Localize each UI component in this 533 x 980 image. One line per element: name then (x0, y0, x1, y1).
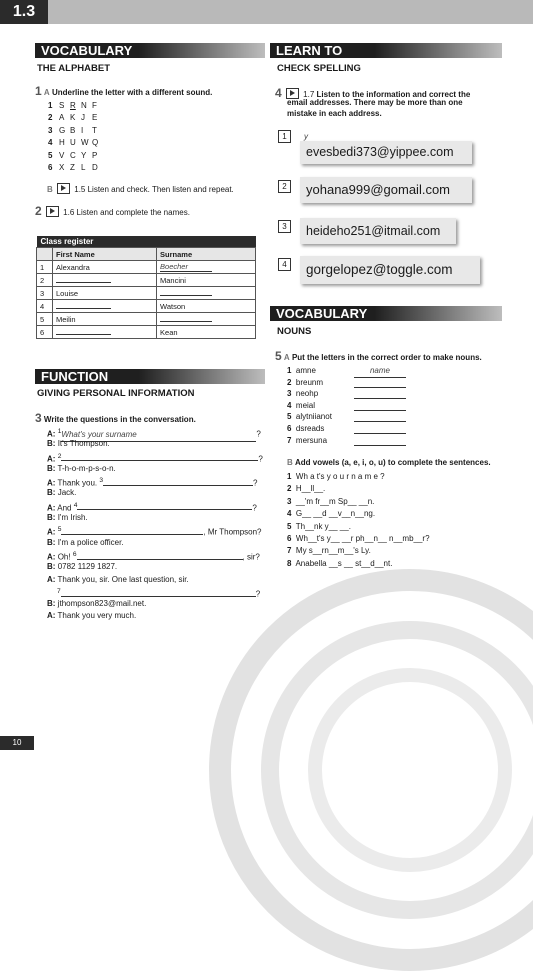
conversation-line: A: Oh! $^6$ , sir? (47, 550, 260, 562)
table-row: 1 Alexandra Boecher (37, 261, 256, 274)
list-item: 7 My s__rn__m__'s Ly. (287, 546, 371, 556)
conversation-line: A: Thank you very much. (47, 611, 137, 621)
list-item: 3 __'m fr__m Sp__ __n. (287, 496, 375, 506)
noun-blank[interactable] (354, 377, 406, 388)
exercise-4-instruction: mistake in each address. (287, 109, 382, 118)
answer-blank[interactable] (77, 509, 252, 510)
answer-blank[interactable] (61, 534, 203, 535)
exercise-1a: 1 A Underline the letter with a different sound. (35, 84, 213, 98)
list-item: 2 H__ll__. (287, 484, 326, 494)
item-number-box: 1 (278, 130, 291, 143)
conversation-line: $^7$ ? (57, 587, 261, 599)
conversation-line: B: 0782 1129 1827. (47, 562, 118, 572)
conversation-line: A: $^2$ ? (47, 452, 263, 464)
letter-row: 1 S R N F (48, 101, 97, 110)
unit-label: 1.3 (0, 0, 48, 24)
conversation-line: B: I'm a police officer. (47, 537, 124, 547)
list-item: 8 Anabella __s __ st__d__nt. (287, 558, 393, 568)
answer-blank[interactable] (61, 460, 258, 461)
letter-row: 5 V C Y P (48, 150, 98, 160)
exercise-4-instruction: email addresses. There may be more than one (287, 98, 463, 107)
list-item: 1 Wh a t's y o u r n a m e ? (287, 472, 385, 481)
section-vocabulary-alphabet: VOCABULARY (35, 43, 265, 58)
subtitle-nouns: NOUNS (277, 326, 312, 337)
letter-rows (48, 100, 103, 174)
noun-blank[interactable] (354, 388, 406, 399)
exercise-5b: B Add vowels (a, e, i, o, u) to complete the sentences. (287, 458, 491, 467)
surname-blank[interactable] (160, 295, 212, 296)
table-row: 4 Watson (37, 300, 256, 313)
column-header: Surname (157, 248, 256, 261)
class-register-title: Class register (37, 236, 256, 248)
letter-row: 2 A K J E (48, 113, 98, 123)
list-item: 2 breunm (287, 377, 332, 389)
table-row: 3 Louise (37, 287, 256, 300)
list-item: 6 Wh__t's y__ __r ph__n__ n__mb__r? (287, 533, 430, 543)
conversation-line: A: $^1$What's your surname ? (47, 426, 263, 438)
column-header: First Name (53, 248, 157, 261)
noun-blank[interactable] (354, 435, 406, 446)
list-item: 4 meial (287, 400, 332, 412)
conversation-line: B: T-h-o-m-p-s-o-n. (47, 463, 116, 473)
sentence-list (287, 471, 430, 570)
class-register-table (36, 236, 256, 339)
section-vocabulary-nouns: VOCABULARY (270, 306, 502, 321)
conversation-line: A: Thank you, sir. One last question, sir. (47, 574, 189, 584)
exercise-1b: B 1.5 Listen and check. Then listen and repeat. (47, 185, 234, 194)
noun-blank[interactable] (354, 400, 406, 411)
list-item: 3 neohp (287, 388, 332, 400)
conversation-line: B: Jack. (47, 488, 77, 498)
email-address: gorgelopez@toggle.com (300, 256, 480, 284)
conversation-line: B: jthompson823@mail.net. (47, 599, 147, 609)
top-bar (0, 0, 533, 24)
list-item: 1 amne name (287, 365, 332, 377)
list-item: 5 alytniianot (287, 411, 332, 423)
audio-play-icon[interactable] (46, 206, 59, 217)
item-number-box: 2 (278, 180, 291, 193)
letter-row: 3 G B I T (48, 125, 97, 135)
exercise-5a: 5 A Put the letters in the correct order to make nouns. (275, 349, 482, 363)
first-name-blank[interactable] (56, 334, 111, 335)
exercise-2: 2 1.6 Listen and complete the names. (35, 204, 190, 218)
decorative-circles (200, 560, 533, 980)
email-address: yohana999@gomail.com (300, 177, 472, 203)
surname-answer[interactable]: Boecher (160, 262, 212, 272)
subtitle-alphabet: THE ALPHABET (37, 63, 111, 74)
page-number: 10 (0, 736, 34, 750)
section-learn-to: LEARN TO (270, 43, 502, 58)
answer-blank[interactable] (103, 485, 253, 486)
list-item: 5 Th__nk y__ __. (287, 521, 351, 531)
first-name-blank[interactable] (56, 308, 111, 309)
conversation-line: A: $^5$ , Mr Thompson? (47, 526, 262, 538)
exercise-4: 4 1.7 Listen to the information and correct the (275, 86, 471, 100)
item-number-box: 3 (278, 220, 291, 233)
noun-list (287, 365, 390, 446)
table-row: 5 Meilin (37, 313, 256, 326)
list-item: 4 G__ __d __v__n__ng. (287, 509, 376, 519)
item-number-box: 4 (278, 258, 291, 271)
first-name-blank[interactable] (56, 282, 111, 283)
email-address: evesbedi373@yippee.com (300, 141, 472, 164)
exercise-3: 3 Write the questions in the conversation. (35, 411, 196, 425)
table-row: 6 Kean (37, 326, 256, 339)
audio-play-icon[interactable] (57, 183, 70, 194)
surname-blank[interactable] (160, 321, 212, 322)
section-function: FUNCTION (35, 369, 265, 384)
email-address: heideho251@itmail.com (300, 218, 456, 244)
list-item: 6 dsreads (287, 423, 332, 435)
noun-blank[interactable] (354, 423, 406, 434)
handwritten-note: y (304, 132, 308, 141)
conversation-line: A: And $^4$ ? (47, 501, 257, 513)
table-row: 2 Mancini (37, 274, 256, 287)
answer-blank[interactable]: What's your surname (61, 429, 256, 442)
noun-answer[interactable]: name (354, 365, 406, 378)
list-item: 7 mersuna (287, 435, 332, 447)
letter-row: 4 H U W Q (48, 138, 99, 148)
letter-row: 6 X Z L D (48, 163, 98, 173)
conversation-line: B: I'm Irish. (47, 513, 88, 523)
subtitle-personal-information: GIVING PERSONAL INFORMATION (37, 388, 195, 399)
conversation-line: A: Thank you. $^3$ ? (47, 477, 258, 488)
conversation-line: B: It's Thompson. (47, 439, 110, 449)
subtitle-check-spelling: CHECK SPELLING (277, 63, 361, 74)
noun-blank[interactable] (354, 411, 406, 422)
